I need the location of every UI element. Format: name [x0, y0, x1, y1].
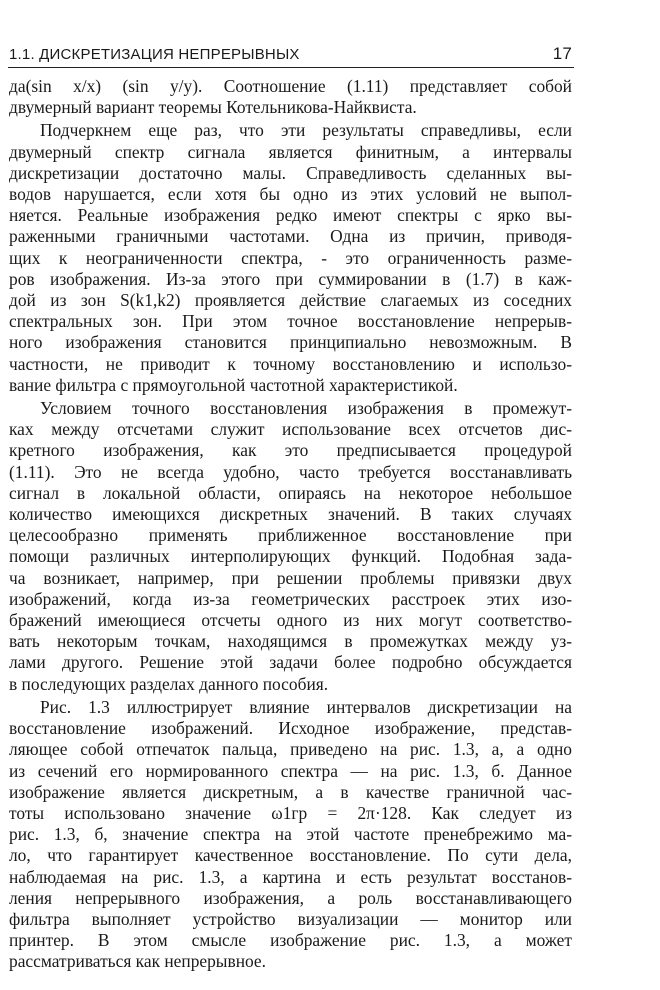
- text-line: дискретизации достаточно малы. Справедливость сделанных вы-: [9, 162, 572, 183]
- text-line: из сечений его нормированного спектра — на рис. 1.3, б. Данное: [9, 760, 572, 781]
- text-line: ного изображения становится принципиально невозможным. В: [9, 332, 572, 353]
- text-line: количество имеющихся дискретных значений. В таких случаях: [9, 504, 572, 525]
- paragraph: [9, 697, 572, 973]
- text-line: няется. Реальные изображения редко имеют спектры с ярко вы-: [9, 205, 572, 226]
- text-line: Условием точного восстановления изображения в промежут-: [40, 398, 572, 419]
- paragraph: [9, 398, 572, 695]
- text-line: изображение является дискретным, а в качестве граничной час-: [9, 781, 572, 802]
- running-header: [9, 44, 572, 68]
- header-rule: [8, 67, 574, 68]
- text-line: наблюдаемая на рис. 1.3, а картина и есть результат восстанов-: [9, 866, 572, 887]
- text-line: двумерный вариант теоремы Котельникова-Найквиста.: [9, 97, 417, 118]
- text-line: ления непрерывного изображения, а роль восстанавливающего: [9, 887, 572, 908]
- text-line: в последующих разделах данного пособия.: [9, 673, 329, 694]
- paragraph: [9, 76, 572, 118]
- text-line: принтер. В этом смысле изображение рис. 1.3, а может: [9, 930, 572, 951]
- text-line: щих к неограниченности спектра, - это ограниченность разме-: [9, 247, 572, 268]
- text-line: рассматриваться как непрерывное.: [9, 951, 266, 972]
- text-line: вать некоторым точкам, находящимся в промежутках между уз-: [9, 631, 572, 652]
- text-line: рис. 1.3, б, значение спектра на этой частоте пренебрежимо ма-: [9, 824, 572, 845]
- text-line: ляющее собой отпечаток пальца, приведено на рис. 1.3, а, а одно: [9, 739, 572, 760]
- text-line: спектральных зон. При этом точное восстановление непрерыв-: [9, 311, 572, 332]
- text-line: целесообразно применять приближенное восстановление при: [9, 525, 572, 546]
- text-line: (1.11). Это не всегда удобно, часто требуется восстанавливать: [9, 461, 572, 482]
- paragraph: [9, 120, 572, 396]
- body-text: [9, 76, 572, 975]
- text-line: вание фильтра с прямоугольной частотной характеристикой.: [9, 374, 458, 395]
- text-line: дой из зон S(k1,k2) проявляется действие слагаемых из соседних: [9, 290, 572, 311]
- text-line: ров изображения. Из-за этого при суммировании в (1.7) в каж-: [9, 268, 572, 289]
- text-line: восстановление изображений. Исходное изображение, представ-: [9, 718, 572, 739]
- text-line: лами другого. Решение этой задачи более подробно обсуждается: [9, 652, 572, 673]
- text-line: бражений имеющиеся отсчеты одного из них могут соответство-: [9, 610, 572, 631]
- text-line: тоты использовано значение ω1гр = 2π·128. Как следует из: [9, 802, 572, 823]
- text-line: фильтра выполняет устройство визуализации — монитор или: [9, 908, 572, 929]
- text-line: помощи различных интерполирующих функций. Подобная зада-: [9, 546, 572, 567]
- text-line: изображений, когда из-за геометрических расстроек этих изо-: [9, 588, 572, 609]
- text-line: Подчеркнем еще раз, что эти результаты справедливы, если: [40, 120, 572, 141]
- text-line: Рис. 1.3 иллюстрирует влияние интервалов дискретизации на: [40, 696, 572, 717]
- text-line: двумерный спектр сигнала является финитным, а интервалы: [9, 141, 572, 162]
- page-number: 17: [552, 44, 572, 63]
- text-line: сигнал в локальной области, опираясь на некоторое небольшое: [9, 482, 572, 503]
- text-line: раженными граничными частотами. Одна из причин, приводя-: [9, 226, 572, 247]
- text-line: водов нарушается, если хотя бы одно из этих условий не выпол-: [9, 184, 572, 205]
- text-line: да(sin x/x) (sin y/y). Соотношение (1.11) представляет собой: [9, 76, 572, 96]
- text-line: ча возникает, например, при решении проблемы привязки двух: [9, 567, 572, 588]
- section-title: 1.1. ДИСКРЕТИЗАЦИЯ НЕПРЕРЫВНЫХ: [9, 46, 300, 63]
- text-line: частности, не приводит к точному восстановлению и использо-: [9, 353, 572, 374]
- text-line: ло, что гарантирует качественное восстановление. По сути дела,: [9, 845, 572, 866]
- text-line: кретного изображения, как это предписывается процедурой: [9, 440, 572, 461]
- text-line: ках между отсчетами служит использование всех отсчетов дис-: [9, 419, 572, 440]
